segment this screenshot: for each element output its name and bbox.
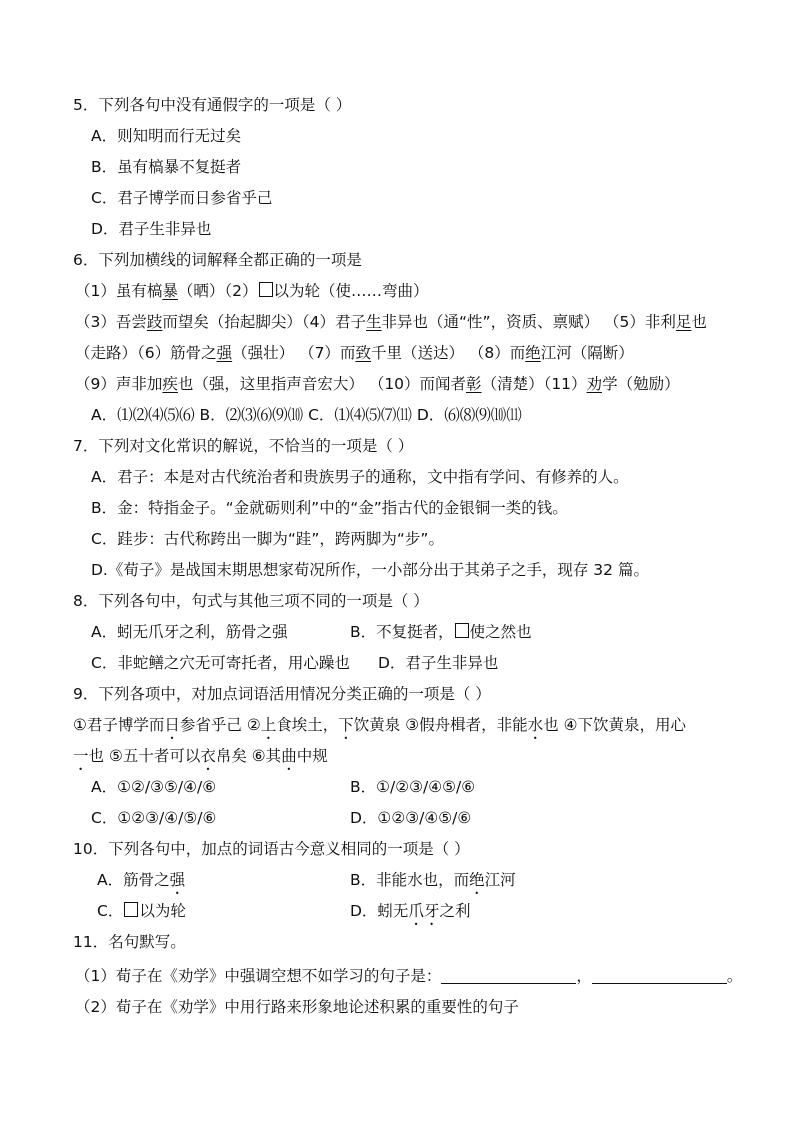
text: 帛矣 ⑥其 <box>215 747 282 765</box>
q5-option-c: C．君子博学而日参省乎己 <box>91 189 273 207</box>
text: B．不复挺者， <box>350 623 454 641</box>
q7-stem: 7．下列对文化常识的解说，不恰当的一项是（ ） <box>73 437 414 455</box>
q8-option-b <box>350 622 532 642</box>
underlined-word: 跂 <box>146 313 163 331</box>
q5-option-d: D．君子生非异也 <box>91 220 212 238</box>
text: 千里（送达） （8）而 <box>370 344 526 362</box>
q8-option-c: C．非蛇鳝之穴无可寄托者，用心躁也 <box>91 654 350 672</box>
q9-line-2 <box>73 746 328 766</box>
text: 参省乎己 ② <box>179 716 261 734</box>
q9-options-row-2 <box>91 808 691 828</box>
text: 之利 <box>439 902 471 920</box>
q8-options-row-2 <box>91 653 791 673</box>
q6-stem: 6．下列加横线的词解释全都正确的一项是 <box>73 251 362 269</box>
q10-option-d <box>350 901 470 929</box>
q9-option-b: B．①/②③/④⑤/⑥ <box>350 778 476 796</box>
text: 使之然也 <box>469 623 532 641</box>
text: 学（勉励） <box>602 375 680 393</box>
underlined-word: 致 <box>355 344 371 362</box>
q10-option-c <box>97 901 186 921</box>
text: 也 ⑤五十者可以 <box>88 747 201 765</box>
q6-line-3 <box>75 343 634 363</box>
dotted-word: 爪牙 <box>408 902 440 920</box>
q7-option-c: C．跬步：古代称跨出一脚为“跬”，跨两脚为“步”。 <box>91 530 444 548</box>
text: 食埃土， <box>276 716 339 734</box>
text: 江河 <box>484 871 516 889</box>
dotted-word: 曲 <box>281 747 297 765</box>
text: D．蚓无 <box>350 902 409 920</box>
text: （走路）（6）筋骨之 <box>75 344 217 362</box>
q7-option-a: A．君子：本是对古代统治者和贵族男子的通称，文中指有学问、有修养的人。 <box>91 468 629 486</box>
underlined-word: 暴 <box>162 282 178 300</box>
dotted-word: 下 <box>338 716 354 734</box>
q10-option-b <box>350 870 516 898</box>
underlined-word: 劝 <box>586 375 603 393</box>
text: 以为轮（使……弯曲） <box>273 282 429 300</box>
q7-option-b: B．金：特指金子。“金就砺则利”中的“金”指古代的金银铜一类的钱。 <box>91 499 568 517</box>
q9-option-d: D．①②③/④⑤/⑥ <box>350 809 472 827</box>
answer-blank-1[interactable] <box>441 967 576 984</box>
text: 以为轮 <box>139 902 186 920</box>
q9-option-a: A．①②/③⑤/④/⑥ <box>91 778 217 796</box>
q10-stem: 10．下列各句中，加点的词语古今意义相同的一项是（ ） <box>73 840 470 858</box>
text: ①君子博学而 <box>73 716 165 734</box>
q5-option-b: B．虽有槁暴不复挺者 <box>91 158 242 176</box>
q6-line-2 <box>75 312 707 332</box>
q9-line-1 <box>73 715 686 735</box>
q11-stem: 11．名句默写。 <box>73 933 186 951</box>
underlined-word: 生 <box>366 313 382 331</box>
text: （1）荀子在《劝学》中强调空想不如学习的句子是： <box>75 967 442 985</box>
q8-options-row-1 <box>91 622 791 642</box>
underlined-missing-char <box>258 282 274 300</box>
q9-stem: 9．下列各项中，对加点词语活用情况分类正确的一项是（ ） <box>73 685 491 703</box>
text: 饮黄泉 ③假舟楫者，非能 <box>353 716 528 734</box>
dotted-word: 水 <box>527 716 544 734</box>
text: 中规 <box>296 747 328 765</box>
q6-line-4 <box>75 374 680 394</box>
missing-char-box <box>259 282 273 297</box>
missing-char-box <box>124 902 138 917</box>
q10-option-a <box>97 870 185 898</box>
q10-options-row-1 <box>97 870 697 890</box>
text: （清楚）（11） <box>481 375 587 393</box>
q10-options-row-2 <box>97 901 697 921</box>
text: （晒）（2） <box>177 282 258 300</box>
underlined-word: 足 <box>675 313 692 331</box>
underlined-word: 强 <box>216 344 233 362</box>
dotted-word: 强 <box>169 871 186 889</box>
text: ， <box>576 967 592 985</box>
text: 而望矣（抬起脚尖）（4）君子 <box>162 313 367 331</box>
q6-line-1 <box>75 281 429 301</box>
q7-option-d: D.《荀子》是战国末期思想家荀况所作，一小部分出于其弟子之手，现存 32 篇。 <box>91 561 649 579</box>
underlined-word: 彰 <box>466 375 482 393</box>
text: （强壮） （7）而 <box>232 344 356 362</box>
text: B．非能水也，而 <box>350 871 470 889</box>
dotted-word: 一 <box>73 747 89 765</box>
q8-option-d: D．君子生非异也 <box>378 654 499 672</box>
q5-stem: 5．下列各句中没有通假字的一项是（ ） <box>73 96 352 114</box>
q8-option-a: A．蚓无爪牙之利，筋骨之强 <box>91 623 288 641</box>
q11-line-2: （2）荀子在《劝学》中用行路来形象地论述积累的重要性的句子 <box>75 998 519 1016</box>
underlined-word: 绝 <box>525 344 541 362</box>
text: 也 <box>691 313 707 331</box>
dotted-word: 绝 <box>469 871 485 889</box>
dotted-word: 衣 <box>200 747 216 765</box>
q6-options: A．⑴⑵⑷⑸⑹ B．⑵⑶⑹⑼⑽ C．⑴⑷⑸⑺⑾ D．⑹⑻⑼⑽⑾ <box>91 406 522 424</box>
text: （3）吾尝 <box>75 313 147 331</box>
q11-line-1 <box>75 966 742 986</box>
missing-char-box <box>455 623 469 638</box>
dotted-word: 上 <box>260 716 277 734</box>
text: 。 <box>726 967 743 985</box>
q9-option-c: C．①②③/④/⑤/⑥ <box>91 809 217 827</box>
text: （9）声非加 <box>75 375 163 393</box>
answer-blank-2[interactable] <box>592 967 727 984</box>
underlined-word: 疾 <box>162 375 178 393</box>
text: 非异也（通“性”，资质、禀赋） （5）非利 <box>381 313 676 331</box>
q5-option-a: A．则知明而行无过矣 <box>91 127 242 145</box>
q9-options-row-1 <box>91 777 691 797</box>
dotted-word: 日 <box>164 716 180 734</box>
text: 江河（隔断） <box>540 344 634 362</box>
text: 也 ④下饮黄泉，用心 <box>543 716 686 734</box>
text: （1）虽有槁 <box>75 282 163 300</box>
q8-stem: 8．下列各句中，句式与其他三项不同的一项是（ ） <box>73 592 429 610</box>
text: A．筋骨之 <box>97 871 170 889</box>
text: 也（强，这里指声音宏大） （10）而闻者 <box>177 375 467 393</box>
text: C． <box>97 902 124 920</box>
